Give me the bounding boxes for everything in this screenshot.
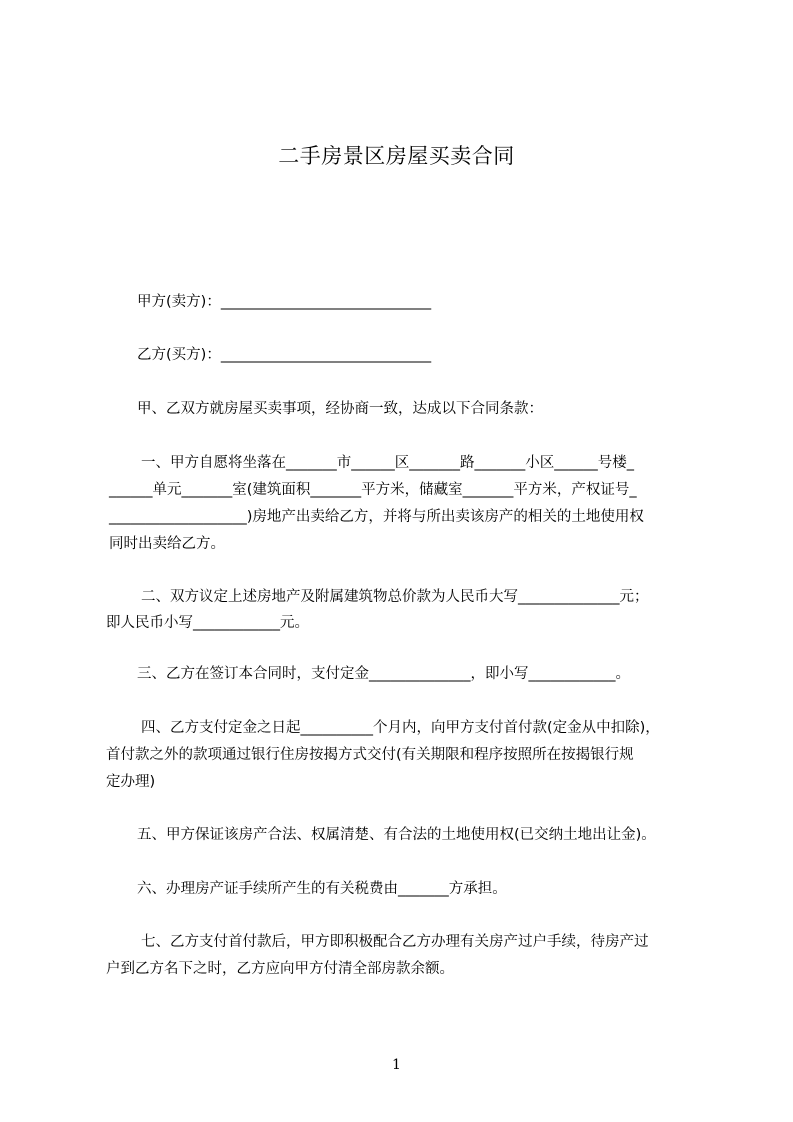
clause-5: 五、甲方保证该房产合法、权属清楚、有合法的土地使用权(已交纳土地出让金)。 <box>137 827 656 843</box>
party-a-line: 甲方(卖方)：_____________________________ <box>137 294 432 310</box>
clause-1-line-1: 一、甲方自愿将坐落在_______市______区_______路_______小区______号楼_ <box>141 455 634 471</box>
clause-1-line-4: 同时出卖给乙方。 <box>109 536 225 552</box>
clause-6: 六、办理房产证手续所产生的有关税费由_______方承担。 <box>137 881 507 897</box>
party-b-line: 乙方(买方)：_____________________________ <box>137 347 432 363</box>
document-title: 二手房景区房屋买卖合同 <box>278 144 515 168</box>
clause-2-line-1: 二、双方议定上述房地产及附属建筑物总价款为人民币大写______________元； <box>141 589 649 605</box>
clause-1-line-2: ______单元_______室(建筑面积_______平方米，储藏室_______平方米，产权证号_ <box>109 482 637 498</box>
clause-1-line-3: ___________________)房地产出卖给乙方，并将与所出卖该房产的相关的土地使用权 <box>109 509 644 525</box>
clause-3: 三、乙方在签订本合同时，支付定金______________，即小写____________。 <box>137 666 630 682</box>
clause-4-line-1: 四、乙方支付定金之日起__________个月内，向甲方支付首付款(定金从中扣除)， <box>141 720 660 736</box>
clause-4-line-2: 首付款之外的款项通过银行住房按揭方式交付(有关期限和程序按照所在按揭银行规 <box>106 747 634 763</box>
clause-2-line-2: 即人民币小写____________元。 <box>106 615 309 631</box>
clause-4-line-3: 定办理) <box>106 774 156 790</box>
intro-paragraph: 甲、乙双方就房屋买卖事项，经协商一致，达成以下合同条款： <box>137 401 543 417</box>
clause-7-line-1: 七、乙方支付首付款后，甲方即积极配合乙方办理有关房产过户手续，待房产过 <box>141 934 649 950</box>
clause-7-line-2: 户到乙方名下之时，乙方应向甲方付清全部房款余额。 <box>106 961 454 977</box>
page-number: 1 <box>392 1057 401 1073</box>
